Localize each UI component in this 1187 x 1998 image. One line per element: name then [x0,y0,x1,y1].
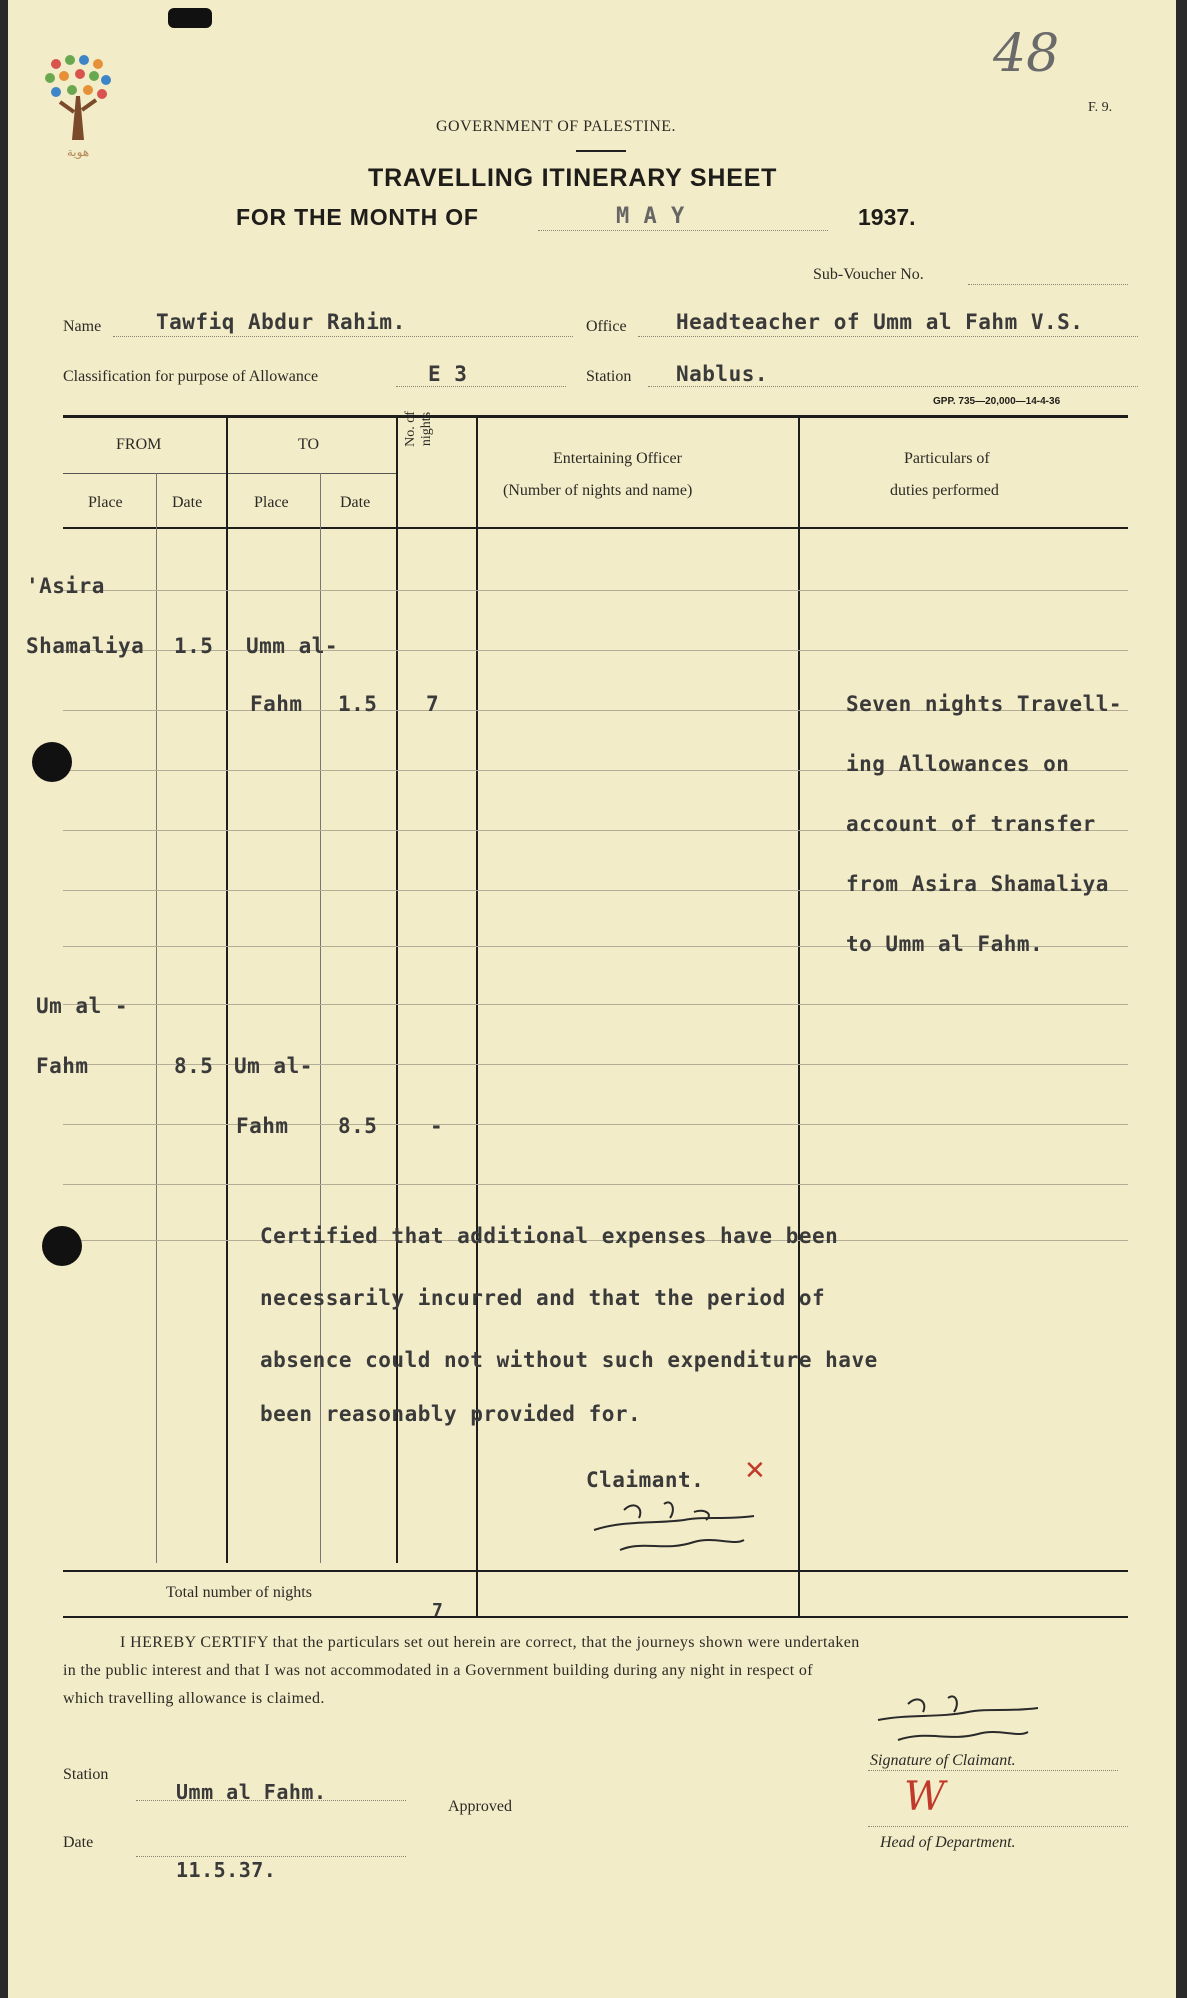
col-divider-to [396,417,398,1563]
station-value[interactable]: Nablus. [676,362,769,386]
signature-of-claimant-label: Signature of Claimant. [870,1752,1016,1769]
col-divider-officer [798,417,800,1617]
duties-header-line2: duties performed [890,482,999,499]
certify-line-3: which travelling allowance is claimed. [63,1690,325,1707]
certification-line-4: been reasonably provided for. [260,1402,642,1426]
tree-logo [36,52,126,162]
duties-line-1: Seven nights Travell- [846,692,1123,716]
head-line [868,1826,1128,1827]
footer-station-label: Station [63,1766,109,1783]
certification-line-2: necessarily incurred and that the period of [260,1286,826,1310]
from-date-6[interactable]: 8.5 [174,1054,214,1078]
office-label: Office [586,318,627,335]
nights-7[interactable]: - [430,1114,444,1138]
claimant-signature [584,1490,774,1560]
header-bottom-rule [63,527,1128,529]
to-place-header: Place [254,494,289,511]
row-line [63,1064,1128,1065]
from-place-2[interactable]: Shamaliya [26,634,145,658]
sheet-title: TRAVELLING ITINERARY SHEET [368,164,778,192]
footer-signature [868,1690,1048,1760]
col-divider-nights [476,417,478,1617]
office-value[interactable]: Headteacher of Umm al Fahm V.S. [676,310,1084,334]
station-line [648,386,1138,387]
sub-voucher-line [968,284,1128,285]
classification-value[interactable]: E 3 [428,362,468,386]
certification-line-1: Certified that additional expenses have been [260,1224,839,1248]
year-value: 1937. [858,204,916,230]
classification-line [396,386,566,387]
name-line [113,336,573,337]
footer-date-line [136,1856,406,1857]
col-divider-from-date [156,473,157,1563]
footer-station-value[interactable]: Umm al Fahm. [176,1780,327,1804]
to-date-3[interactable]: 1.5 [338,692,378,716]
total-bottom-rule [63,1616,1128,1618]
row-line [63,1004,1128,1005]
punch-hole-bottom [42,1226,82,1266]
to-header: TO [298,436,320,453]
officer-header-line2: (Number of nights and name) [503,482,693,499]
footer-date-value[interactable]: 11.5.37. [176,1858,277,1882]
duties-header-line1: Particulars of [904,450,990,467]
row-line [63,590,1128,591]
svg-text:هوية: هوية [66,145,90,159]
heading-rule [576,150,626,152]
approved-label: Approved [448,1798,512,1815]
form-code: F. 9. [1088,100,1113,115]
claimant-label: Claimant. [586,1468,705,1492]
from-place-5[interactable]: Um al - [36,994,129,1018]
duties-line-5: to Umm al Fahm. [846,932,1044,956]
duties-line-4: from Asira Shamaliya [846,872,1109,896]
name-label: Name [63,318,102,335]
month-dotted-line [538,230,828,231]
from-date-2[interactable]: 1.5 [174,634,214,658]
classification-label: Classification for purpose of Allowance [63,368,319,385]
table-top-rule [63,415,1128,418]
to-place-2[interactable]: Umm al- [246,634,339,658]
from-place-1[interactable]: 'Asira [26,574,105,598]
duties-line-3: account of transfer [846,812,1096,836]
from-place-header: Place [88,494,123,511]
duties-line-2: ing Allowances on [846,752,1070,776]
total-top-rule [63,1570,1128,1572]
subheader-rule [63,473,398,474]
to-place-6[interactable]: Um al- [234,1054,313,1078]
punch-hole-top [32,742,72,782]
document-sheet [8,0,1176,1998]
red-check-mark: ✕ [744,1456,766,1486]
sub-voucher-label: Sub-Voucher No. [813,266,924,283]
nights-header: No. of nights [403,411,434,447]
row-line [63,1124,1128,1125]
footer-date-label: Date [63,1834,94,1851]
nights-3[interactable]: 7 [426,692,440,716]
certification-line-3: absence could not without such expenditure have [260,1348,878,1372]
to-date-header: Date [340,494,371,511]
station-label: Station [586,368,632,385]
to-place-3[interactable]: Fahm [250,692,303,716]
month-value: M A Y [616,204,685,229]
col-divider-from [226,417,228,1563]
from-date-header: Date [172,494,203,511]
print-reference: GPP. 735—20,000—14-4-36 [933,396,1061,407]
corner-mark [168,8,212,28]
to-place-7[interactable]: Fahm [236,1114,289,1138]
row-line [63,650,1128,651]
from-place-6[interactable]: Fahm [36,1054,89,1078]
signature-line [868,1770,1118,1771]
page-number: 48 [993,24,1060,84]
office-line [638,336,1138,337]
to-date-7[interactable]: 8.5 [338,1114,378,1138]
head-of-department-label: Head of Department. [880,1834,1016,1851]
red-initials: W [904,1774,946,1820]
name-value[interactable]: Tawfiq Abdur Rahim. [156,310,406,334]
officer-header-line1: Entertaining Officer [553,450,682,467]
certify-line-2: in the public interest and that I was not accommodated in a Government building during any night in respect of [63,1662,813,1679]
total-nights-value[interactable]: 7 [432,1600,444,1621]
government-heading: GOVERNMENT OF PALESTINE. [436,118,677,135]
row-line [63,1184,1128,1185]
from-header: FROM [116,436,162,453]
total-nights-label: Total number of nights [166,1584,312,1601]
certify-line-1: I HEREBY CERTIFY that the particulars set out herein are correct, that the journeys shown were undertaken [120,1634,860,1651]
month-label: FOR THE MONTH OF [236,204,479,230]
